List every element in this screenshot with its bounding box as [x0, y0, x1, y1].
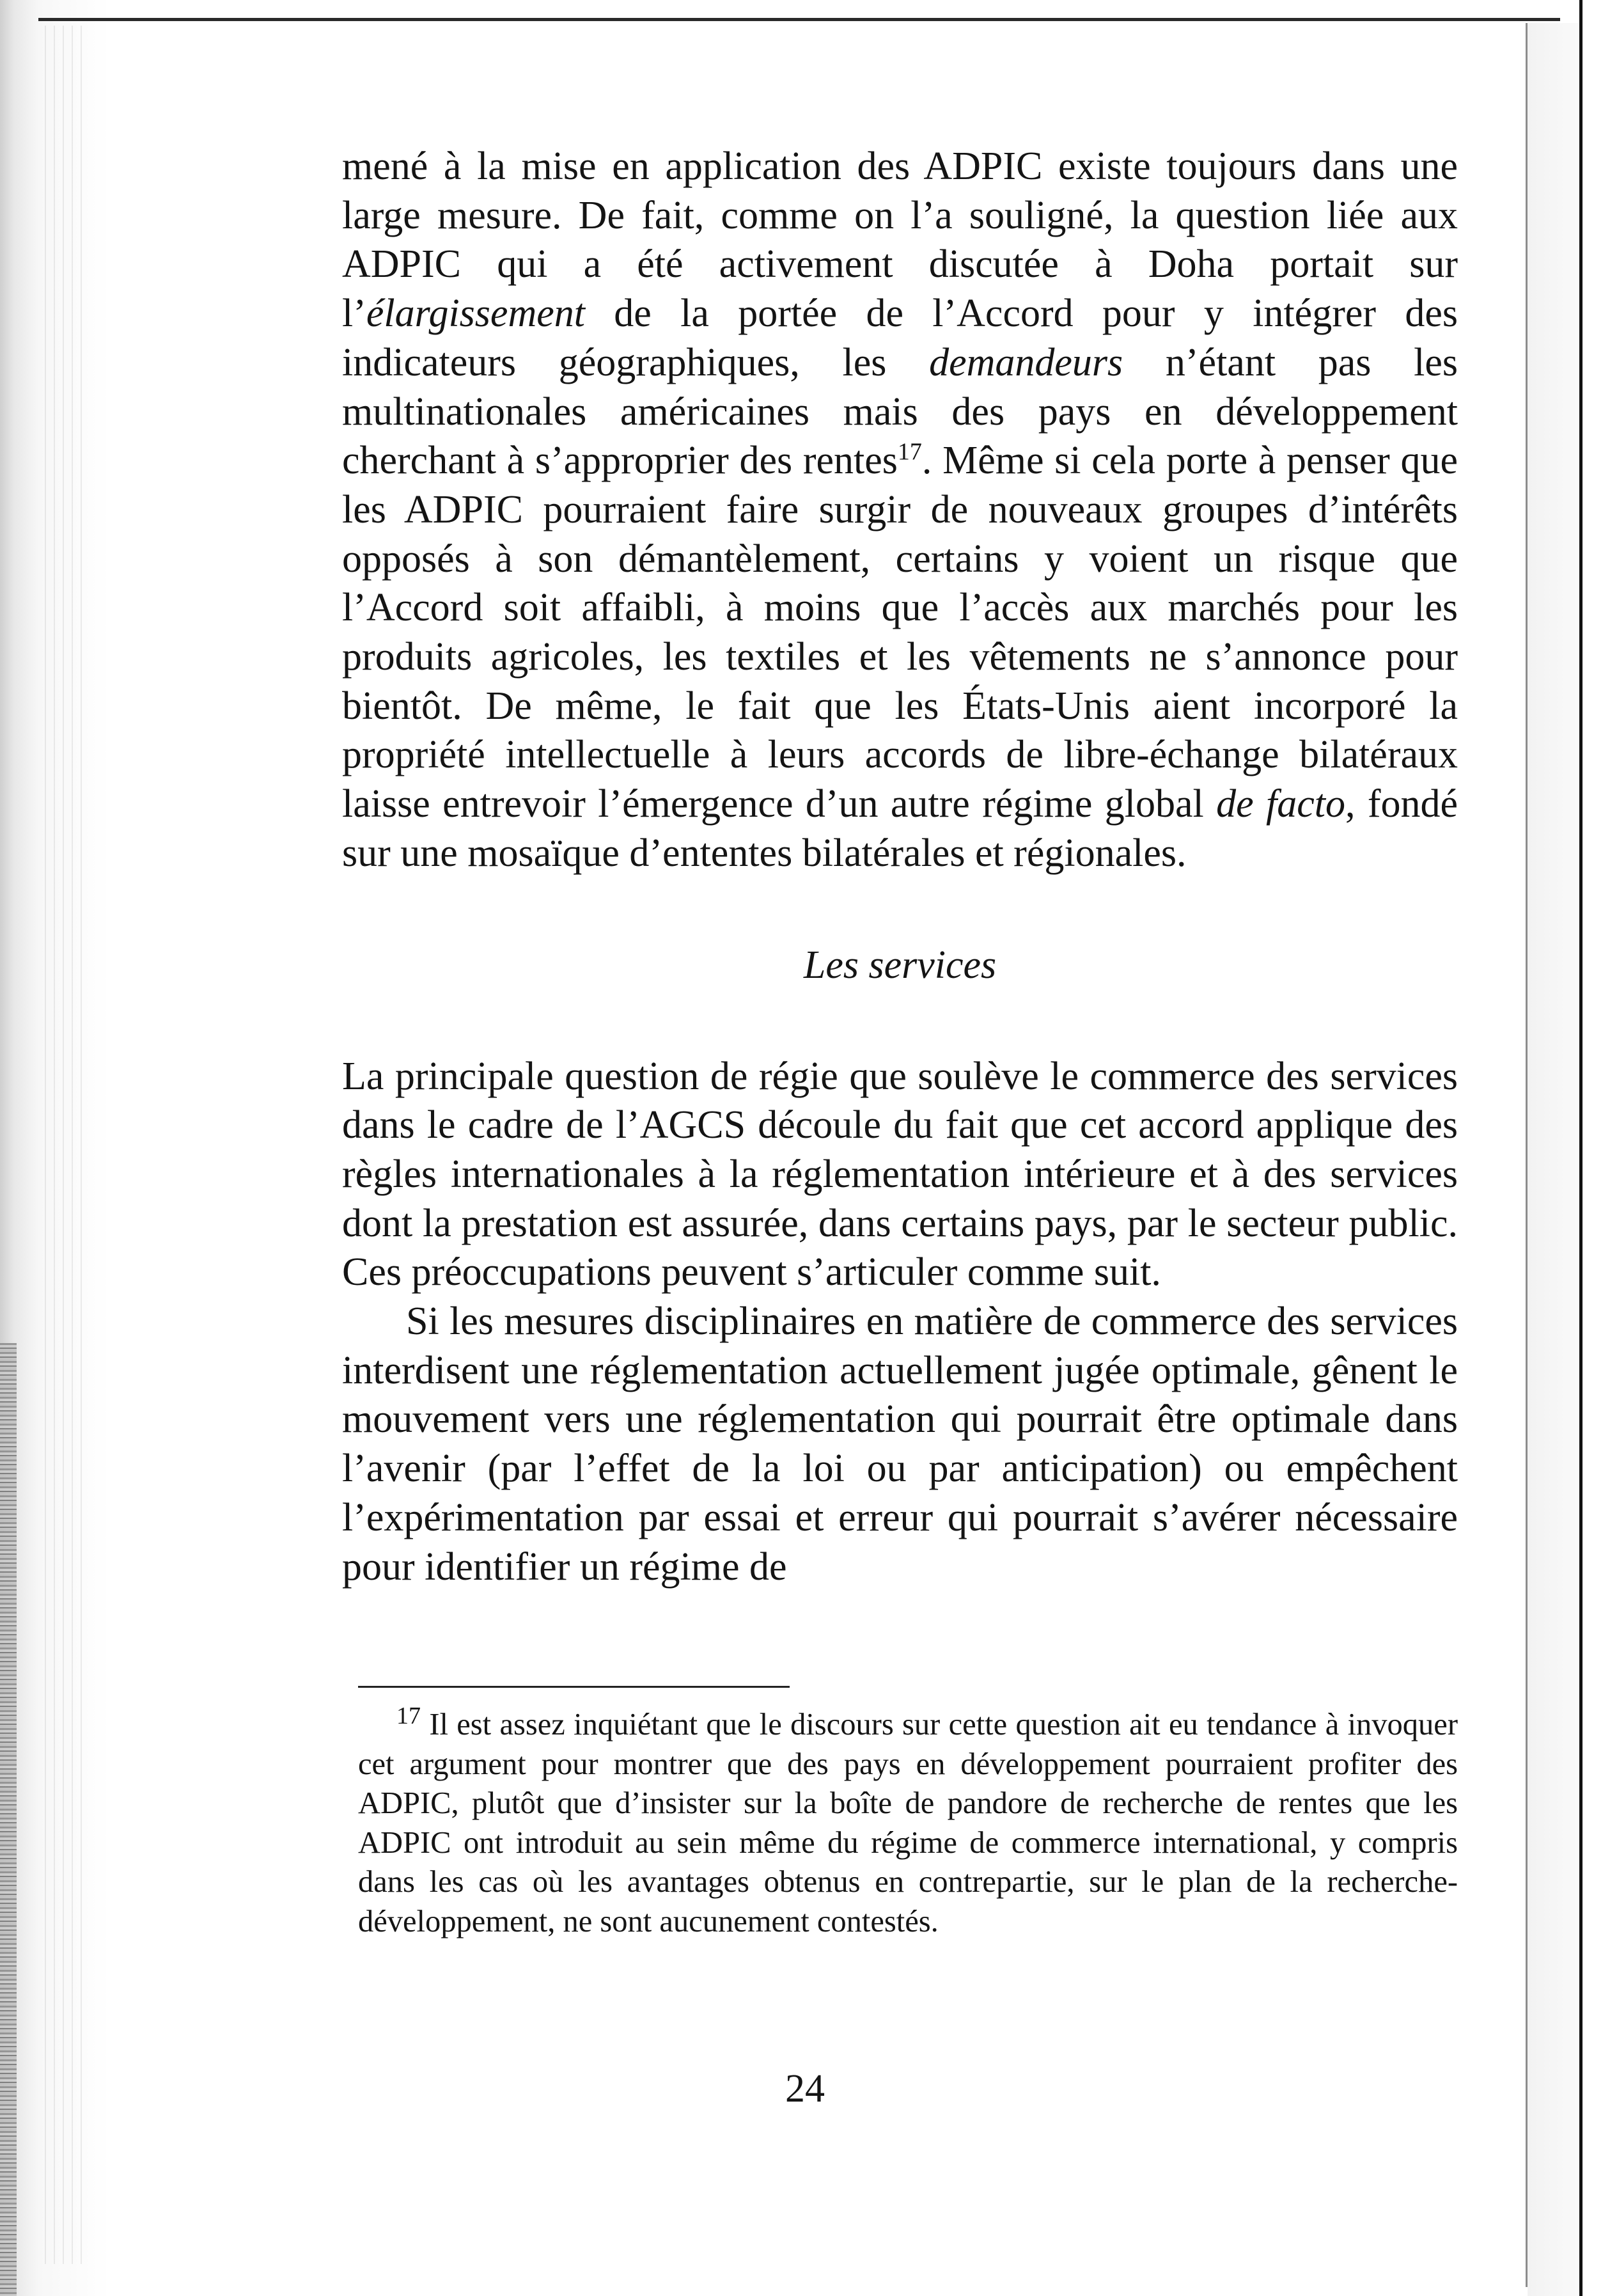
- footnote-17: [358, 1702, 1458, 1941]
- footnote-text: Il est assez inquiétant que le discours sur cette question ait eu tendance à invoquer cet argument pour montrer que des pays en développement pourraient profiter des ADPIC, plutôt que d’insister sur la boîte de pandore de recherche de rentes que les ADPIC ont introduit au sein même du régime de commerce international, y compris dans les cas où les avantages obtenus en contrepartie, sur le plan de la recherche-développement, ne sont aucunement contestés.: [358, 1708, 1458, 1938]
- scan-right-margin: [1528, 23, 1579, 2296]
- paragraph-services-intro: La principale question de régie que soulève le commerce des services dans le cadre de l’AGCS découle du fait que cet accord applique des règles internationales à la réglementation intérieure et à des services dont la prestation est assurée, dans certains pays, par le secteur public. Ces préoccupations peuvent s’articuler comme suit.: [342, 1054, 1458, 1294]
- scan-top-edge: [38, 18, 1560, 21]
- paragraph-services-disciplines: Si les mesures disciplinaires en matière de commerce des services interdisent une réglementation actuellement jugée optimale, gênent le mouvement vers une réglementation qui pourrait être optimale dans l’avenir (par l’effet de la loi ou par anticipation) ou empêchent l’expérimentation par essai et erreur qui pourrait s’avérer nécessaire pour identifier un régime de: [342, 1300, 1458, 1589]
- spacer: [342, 878, 1458, 941]
- paragraph-adpic-text-5: , fondé sur une mosaïque d’ententes bilatérales et régionales.: [342, 782, 1458, 875]
- paragraph-adpic: [342, 142, 1458, 878]
- page-number: 24: [785, 2067, 825, 2111]
- footnote-separator: [358, 1686, 790, 1688]
- paragraph-adpic-text-4: . Même si cela porte à penser que les ADPIC pourraient faire surgir de nouveaux groupes d’intérêts opposés à son démantèlement, certains y voient un risque que l’Accord soit affaibli, à moins que l’accès aux marchés pour les produits agricoles, les textiles et les vêtements ne s’annonce pour bientôt. De même, le fait que les États-Unis aient incorporé la propriété intellectuelle à leurs accords de libre-échange bilatéraux laisse entrevoir l’émergence d’un autre régime global: [342, 439, 1458, 826]
- paragraph-adpic-text-3: n’étant pas les multinationales américaines mais des pays en développement cherchant à s’approprier des rentes: [342, 340, 1458, 483]
- footnote-reference[interactable]: 17: [897, 438, 922, 466]
- section-heading: Les services: [803, 943, 997, 987]
- emphasis-de-facto: de facto: [1216, 782, 1345, 826]
- scan-right-inner-edge: [1526, 23, 1528, 2287]
- scan-left-margin-texture: [45, 26, 83, 2264]
- emphasis-demandeurs: demandeurs: [929, 340, 1123, 384]
- spacer: [342, 989, 1458, 1052]
- scan-right-outer-edge: [1579, 0, 1583, 2296]
- footnote-marker: 17: [396, 1702, 421, 1729]
- emphasis-elargissement: élargissement: [366, 292, 585, 336]
- page-body: [342, 142, 1458, 1591]
- paragraph-adpic-text-2: de la portée de l’Accord pour y intégrer des indicateurs géographiques, les: [342, 292, 1458, 384]
- paragraph-adpic-text-1: mené à la mise en application des ADPIC existe toujours dans une large mesure. De fait, comme on l’a souligné, la question liée aux ADPIC qui a été activement discutée à Doha portait sur l’: [342, 145, 1458, 336]
- scan-page-edge-stack: [0, 1343, 17, 2296]
